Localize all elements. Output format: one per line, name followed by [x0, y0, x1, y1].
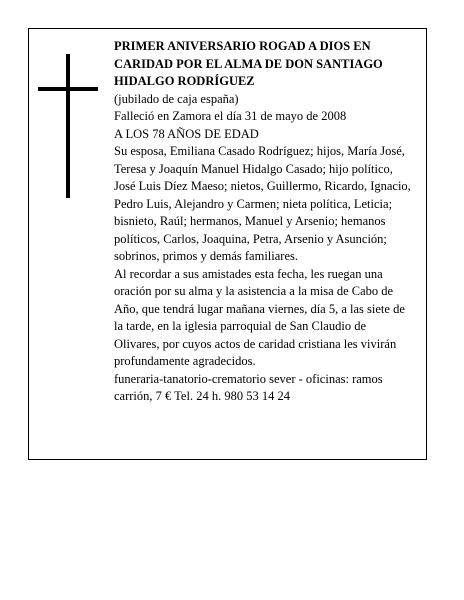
family-list: Su esposa, Emiliana Casado Rodríguez; hijos, María José, Teresa y Joaquín Manuel Hidalgo Casado; hijo político, José Luis Díez Maeso; nietos, Guillermo, Ricardo, Ignacio, Pedro Luis, Alejandro y Carmen; nieta política, Leticia; bisnieto, Raúl; hermanos, Manuel y Arsenio; hemanos políticos, Carlos, Joaquina, Petra, Arsenio y Asunción; sobrinos, primos y demás familiares.: [114, 144, 411, 263]
death-date-line: Falleció en Zamora el día 31 de mayo de 2008: [114, 109, 347, 123]
cross-horizontal-bar: [38, 87, 98, 91]
obituary-text: [114, 38, 414, 406]
age-line: A LOS 78 AÑOS DE EDAD: [114, 126, 259, 141]
latin-cross-icon: [38, 54, 98, 198]
cross-vertical-bar: [66, 54, 70, 198]
mass-announcement: Al recordar a sus amistades esta fecha, les ruegan una oración por su alma y la asistencia a la misa de Cabo de Año, que tendrá lugar mañana viernes, día 5, a las siete de la tarde, en la iglesia parroquial de San Claudio de Olivares, por cuyos actos de caridad cristiana les vivirán profundamente agradecidos.: [114, 266, 405, 368]
funeral-home-info: funeraria-tanatorio-crematorio sever - oficinas: ramos carrión, 7 € Tel. 24 h. 980 53 14 24: [114, 371, 383, 403]
obituary-subtitle: (jubilado de caja españa): [114, 91, 239, 106]
obituary-headline: PRIMER ANIVERSARIO ROGAD A DIOS EN CARIDAD POR EL ALMA DE DON SANTIAGO HIDALGO RODRÍGUEZ: [114, 39, 383, 88]
